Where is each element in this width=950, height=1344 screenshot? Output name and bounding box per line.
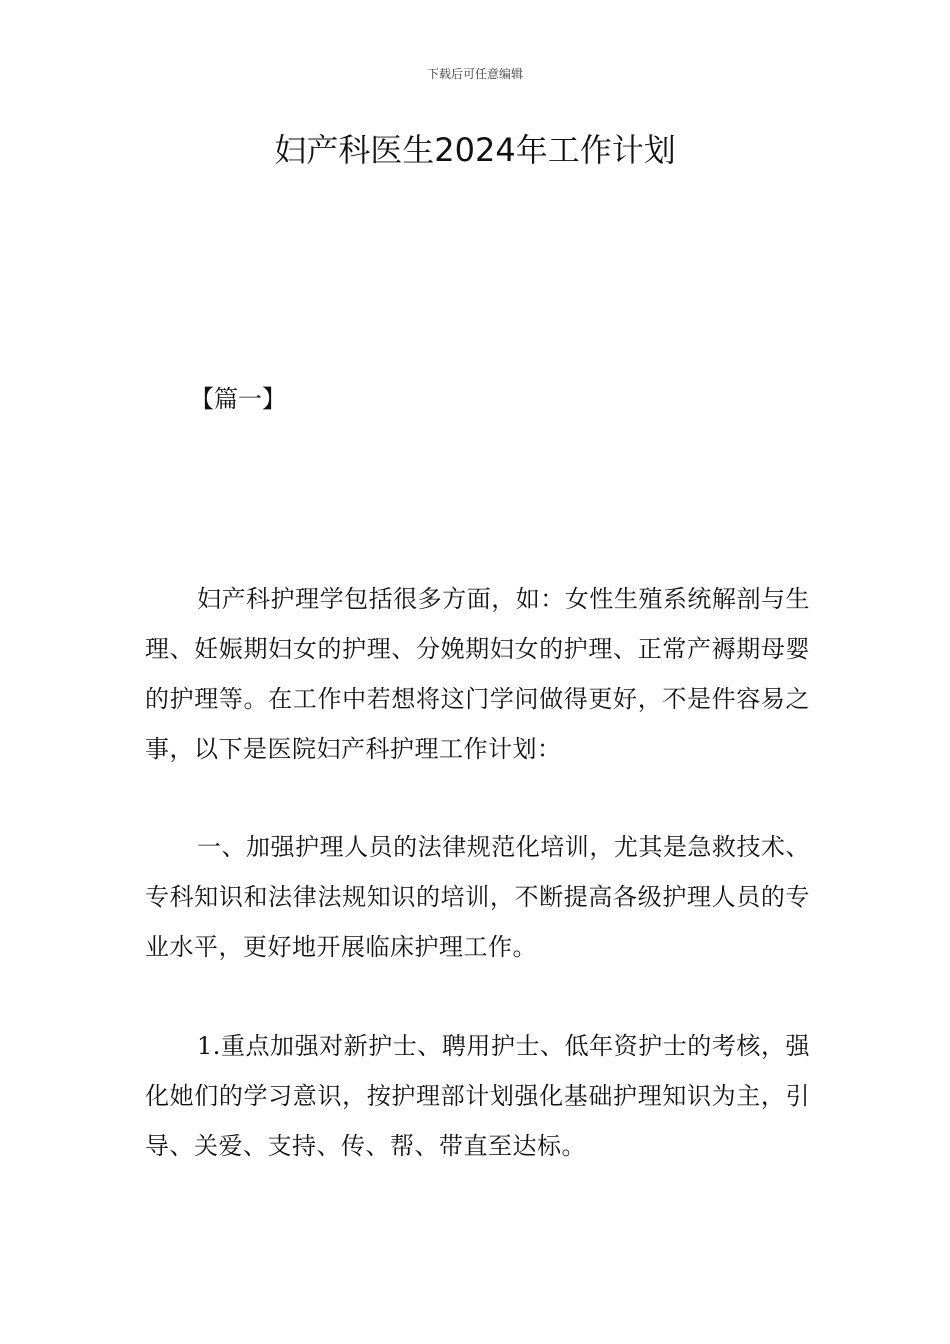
header-note: 下载后可任意编辑 [426,67,523,81]
paragraph-intro: 妇产科护理学包括很多方面，如：女性生殖系统解剖与生理、妊娠期妇女的护理、分娩期妇女的护理、正常产褥期母婴的护理等。在工作中若想将这门学问做得更好，不是件容易之事，以下是医院妇产科护理工作计划： [145,585,810,763]
paragraph-item-one: 一、加强护理人员的法律规范化培训，尤其是急救技术、专科知识和法律法规知识的培训，不断提高各级护理人员的专业水平，更好地开展临床护理工作。 [145,833,810,961]
section-label: 【篇一】 [190,385,286,413]
document-title: 妇产科医生2024年工作计划 [274,131,676,169]
paragraph-item-one-sub-1: 1.重点加强对新护士、聘用护士、低年资护士的考核，强化她们的学习意识，按护理部计划强化基础护理知识为主，引导、关爱、支持、传、帮、带直至达标。 [145,1032,810,1160]
